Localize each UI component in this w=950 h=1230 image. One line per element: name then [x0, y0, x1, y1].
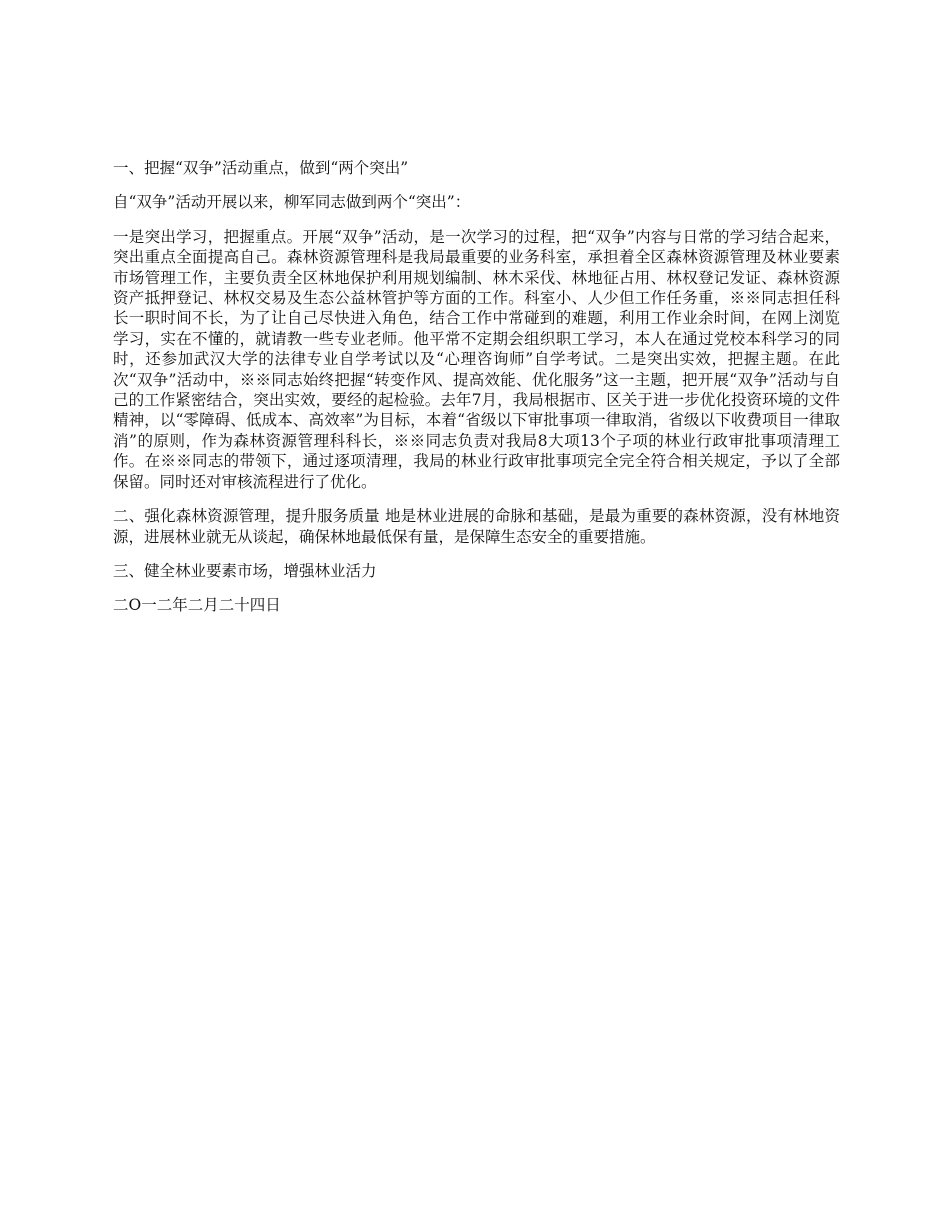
section-heading-1: 一、把握“双争”活动重点，做到“两个突出”: [113, 159, 409, 177]
section-heading-2-paragraph: 二、强化森林资源管理，提升服务质量 地是林业进展的命脉和基础，是最为重要的森林资源，没有林地资源，进展林业就无从谈起，确保林地最低保有量，是保障生态安全的重要措施。: [113, 507, 840, 546]
intro-paragraph: 自“双争”活动开展以来，柳军同志做到两个“突出”：: [113, 193, 471, 212]
section-heading-3: 三、健全林业要素市场，增强林业活力: [113, 561, 377, 580]
document-body: [113, 158, 840, 630]
document-date: 二O一二年二月二十四日: [113, 596, 281, 615]
body-paragraph: 一是突出学习，把握重点。开展“双争”活动，是一次学习的过程，把“双争”内容与日常的学习结合起来，突出重点全面提高自己。森林资源管理科是我局最重要的业务科室，承担着全区森林资源管理及林业要素市场管理工作，主要负责全区林地保护利用规划编制、林木采伐、林地征占用、林权登记发证、森林资源资产抵押登记、林权交易及生态公益林管护等方面的工作。科室小、人少但工作任务重，※※同志担任科长一职时间不长，为了让自己尽快进入角色，结合工作中常碰到的难题，利用工作业余时间，在网上浏览学习，实在不懂的，就请教一些专业老师。他平常不定期会组织职工学习，本人在通过党校本科学习的同时，还参加武汉大学的法律专业自学考试以及“心理咨询师”自学考试。二是突出实效，把握主题。在此次“双争”活动中，※※同志始终把握“转变作风、提高效能、优化服务”这一主题，把开展“双争”活动与自己的工作紧密结合，突出实效，要经的起检验。去年7月，我局根据市、区关于进一步优化投资环境的文件精神，以“零障碍、低成本、高效率”为目标，本着“省级以下审批事项一律取消，省级以下收费项目一律取消”的原则，作为森林资源管理科科长，※※同志负责对我局8大项13个子项的林业行政审批事项清理工作。在※※同志的带领下，通过逐项清理，我局的林业行政审批事项完全完全符合相关规定，予以了全部保留。同时还对审核流程进行了优化。: [113, 227, 840, 491]
